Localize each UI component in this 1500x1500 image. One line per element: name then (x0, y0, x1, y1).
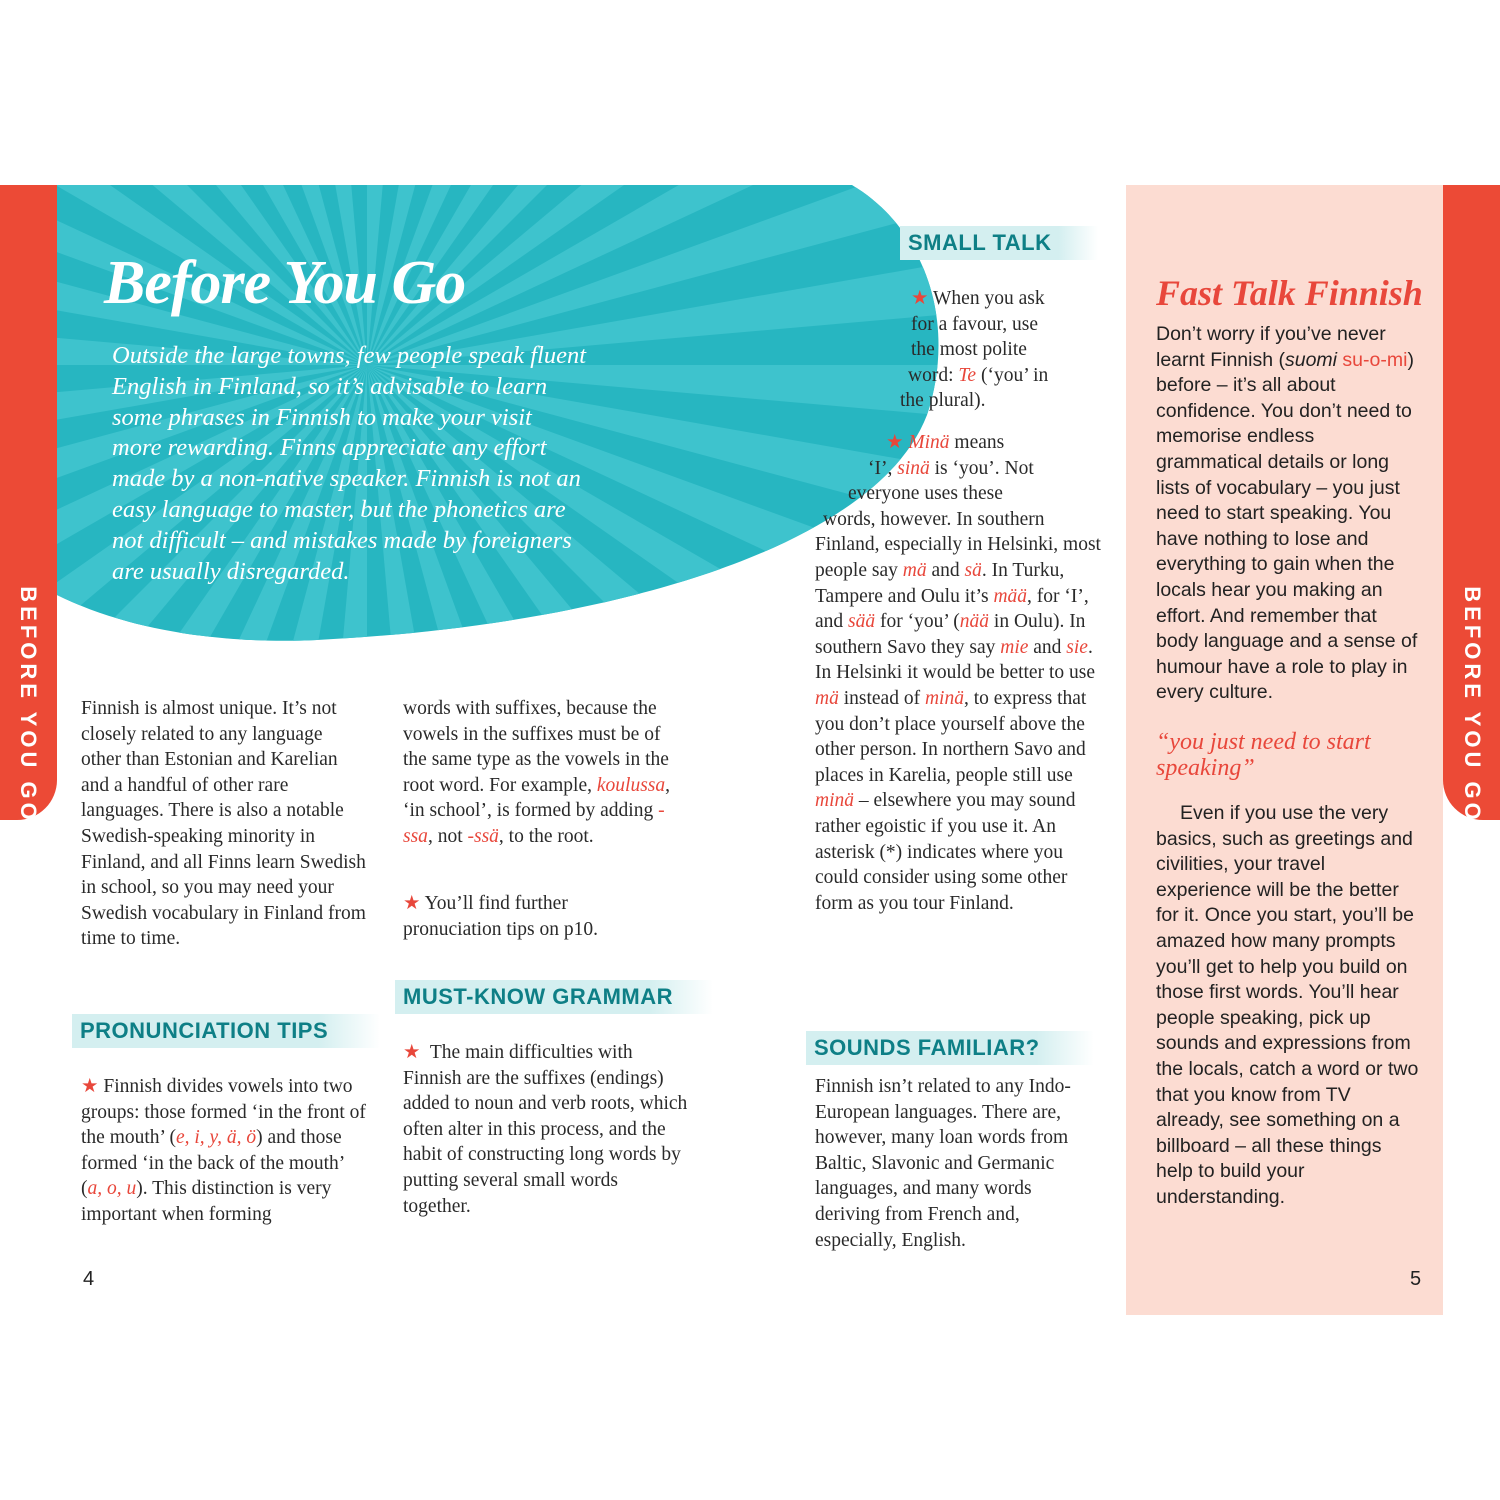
intro-line: Outside the large towns, few people speak fluent (112, 342, 587, 369)
intro-paragraph: Finnish is almost unique. It’s not closely related to any language other than Estonian and Karelian and a handful of other rare languages. There is also a notable Swedish-speaking minority in Finland, and all Finns learn Swedish in school, so you may need your Swedish vocabulary in Finland from time to time. (81, 698, 366, 950)
intro-line: made by a non-native speaker. Finnish is not an (112, 465, 581, 493)
star-icon: ★ (81, 1076, 99, 1097)
intro-line: more rewarding. Finns appreciate any effort (112, 434, 547, 462)
intro-line: some phrases in Finnish to make your visit (112, 403, 532, 431)
grammar-tip: ★ The main difficulties with Finnish are the suffixes (endings) added to noun and verb roots, which often alter in this process, and the habit of constructing long words by putting several small words together. (403, 1042, 688, 1217)
page-number-left: 4 (83, 1268, 95, 1290)
heading-pronunciation-tips: PRONUNCIATION TIPS (72, 1014, 380, 1048)
section-tab-left (0, 185, 57, 824)
star-icon: ★ (403, 1042, 421, 1063)
intro-line: are usually disregarded. (112, 557, 350, 585)
star-icon: ★ (886, 432, 904, 453)
sidebar-paragraph: Don’t worry if you’ve never learnt Finnish (suomi su-o-mi) before – it’s all about confidence. You don’t need to memorise endless grammatical details or long lists of vocabulary – you just need to start speaking. You have nothing to lose and everything to gain when the locals hear you making an effort. And remember that body language and a sense of humour have a role to play in every culture. (1156, 323, 1418, 704)
intro-text (112, 341, 672, 587)
star-icon: ★ (403, 893, 421, 914)
intro-line: English in Finland, so it’s advisable to learn (112, 372, 548, 400)
pull-quote: “you just need to start speaking” (1156, 729, 1371, 781)
heading-sounds-familiar: SOUNDS FAMILIAR? (806, 1031, 1094, 1065)
heading-small-talk: SMALL TALK (900, 226, 1098, 260)
section-tab-label: BEFORE YOU GO (16, 586, 41, 824)
small-talk-favour: ★ When you ask for a favour, use the most polite word: Te (‘you’ in the plural). (900, 288, 1049, 412)
sidebar-title: Fast Talk Finnish (1156, 273, 1423, 313)
suffix-paragraph: words with suffixes, because the vowels in the suffixes must be of the same type as the vowels in the root word. For example, koulussa, ‘in school’, is formed by adding -ssa, not -ssä, to the root. (403, 698, 671, 847)
intro-line: easy language to master, but the phonetics are (112, 495, 566, 523)
pronunciation-tip: ★ Finnish divides vowels into two groups: those formed ‘in the front of the mouth’ (e, i, y, ä, ö) and those formed ‘in the back of the mouth’ (a, o, u). This distinction is very important when forming (81, 1076, 366, 1225)
further-tips: ★ You’ll find further pronuciation tips on p10. (403, 893, 598, 940)
page-number-right: 5 (1410, 1268, 1422, 1290)
small-talk-pronouns: ★ Minä means ‘I’, sinä is ‘you’. Not everyone uses these words, however. In southern Finland, especially in Helsinki, most people say mä and sä. In Turku, Tampere and Oulu it’s mää, for ‘I’, and sää for ‘you’ (nää in Oulu). In southern Savo they say mie and sie. In Helsinki it would be better to use mä instead of minä, to express that you don’t place yourself above the other person. In northern Savo and places in Karelia, people still use minä – elsewhere you may sound rather egoistic if you use it. An asterisk (*) indicates where you could consider using some other form as you tour Finland. (815, 432, 1101, 914)
section-tab-right (1443, 185, 1500, 824)
sounds-familiar-paragraph: Finnish isn’t related to any Indo-European languages. There are, however, many loan words from Baltic, Slavonic and Germanic languages, and many words deriving from French and, especially, English. (815, 1076, 1071, 1251)
sidebar-paragraph: Even if you use the very basics, such as greetings and civilities, your travel experience will be the better for it. Once you start, you’ll be amazed how many prompts you’ll get to help you build on those first words. You’ll hear people speaking, pick up sounds and expressions from the locals, catch a word or two that you know from TV already, see something on a billboard – all these things help to build your understanding. (1156, 802, 1419, 1208)
heading-must-know-grammar: MUST-KNOW GRAMMAR (395, 980, 713, 1014)
intro-line: not difficult – and mistakes made by foreigners (112, 526, 572, 554)
section-tab-label: BEFORE YOU GO (1460, 586, 1485, 824)
star-icon: ★ (911, 288, 929, 309)
page-title: Before You Go (104, 249, 466, 317)
